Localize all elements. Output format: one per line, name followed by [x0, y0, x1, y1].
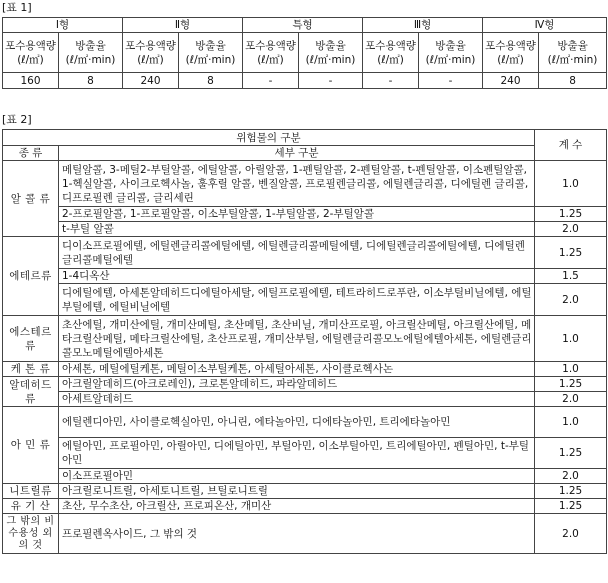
coef-cell: 1.5 — [535, 269, 607, 284]
type-3-header: Ⅲ형 — [363, 18, 483, 33]
table1 — [2, 17, 607, 89]
coefficient-header: 계 수 — [535, 130, 607, 161]
coef-cell: 1.0 — [535, 316, 607, 362]
detail-header: 세부 구분 — [59, 146, 535, 161]
value-cell: 8 — [539, 73, 607, 89]
discharge-rate-header: 방출율 (ℓ/㎡·min) — [299, 33, 363, 73]
coef-cell: 2.0 — [535, 469, 607, 484]
discharge-rate-header: 방출율 (ℓ/㎡·min) — [539, 33, 607, 73]
value-cell: 240 — [483, 73, 539, 89]
discharge-rate-header: 방출율 (ℓ/㎡·min) — [59, 33, 123, 73]
kind-cell: 아 민 류 — [3, 407, 59, 484]
coef-cell: 2.0 — [535, 222, 607, 237]
coef-cell: 1.25 — [535, 499, 607, 514]
foam-volume-header: 포수용액량 (ℓ/㎡) — [243, 33, 299, 73]
coef-cell: 2.0 — [535, 514, 607, 554]
detail-cell: 2-프로필알콜, 1-프로필알콜, 이소부틸알콜, 1-부틸알콜, 2-부틸알콜 — [59, 207, 535, 222]
value-cell: 160 — [3, 73, 59, 89]
coef-cell: 1.25 — [535, 484, 607, 499]
kind-cell: 알데히드류 — [3, 377, 59, 407]
detail-cell: 1-4디옥산 — [59, 269, 535, 284]
value-cell: - — [299, 73, 363, 89]
detail-cell: 프로필렌옥사이드, 그 밖의 것 — [59, 514, 535, 554]
detail-cell: 초산, 무수초산, 아크릴산, 프로피온산, 개미산 — [59, 499, 535, 514]
kind-cell: 유 기 산 — [3, 499, 59, 514]
hazard-classification-header: 위험물의 구분 — [3, 130, 535, 146]
foam-volume-header: 포수용액량 (ℓ/㎡) — [123, 33, 179, 73]
foam-volume-header: 포수용액량 (ℓ/㎡) — [483, 33, 539, 73]
coef-cell: 1.0 — [535, 362, 607, 377]
coef-cell: 1.25 — [535, 438, 607, 469]
discharge-rate-header: 방출율 (ℓ/㎡·min) — [179, 33, 243, 73]
kind-cell: 그 밖의 비수용성 외의 것 — [3, 514, 59, 554]
type-2-header: Ⅱ형 — [123, 18, 243, 33]
detail-cell: 아크릴로니트릴, 아세토니트릴, 브틸로니트릴 — [59, 484, 535, 499]
kind-header: 종 류 — [3, 146, 59, 161]
coef-cell: 1.0 — [535, 407, 607, 438]
type-special-header: 특형 — [243, 18, 363, 33]
table1-caption: [표 1] — [2, 1, 32, 14]
detail-cell: 아세톤, 메틸에틸케톤, 메틸이소부틸케톤, 아세틸아세톤, 사이클로헥사논 — [59, 362, 535, 377]
detail-cell: 아세트알데히드 — [59, 392, 535, 407]
table2-caption: [표 2] — [2, 113, 32, 126]
detail-cell: 디이소프로필에텔, 에틸렌글리콜에틸에텔, 에틸렌글리콜메틸에텔, 디에틸렌글리콜에틸에텔, 디에틸렌글리콜메틸에텔 — [59, 237, 535, 269]
value-cell: 8 — [179, 73, 243, 89]
coef-cell: 1.25 — [535, 237, 607, 269]
detail-cell: 디에틸에텔, 아세톤알데히드디에틸아세탈, 에틸프로필에텔, 테트라히드로푸란, 이소부틸비닐에텔, 에틸부틸에텔, 에틸비닐에텔 — [59, 284, 535, 316]
detail-cell: 에틸아민, 프로필아민, 아릴아민, 디에틸아민, 부틸아민, 이소부틸아민, 트리에틸아민, 펜틸아민, t-부틸아민 — [59, 438, 535, 469]
coef-cell: 1.25 — [535, 207, 607, 222]
type-4-header: Ⅳ형 — [483, 18, 607, 33]
coef-cell: 2.0 — [535, 284, 607, 316]
value-cell: - — [243, 73, 299, 89]
kind-cell: 알 콜 류 — [3, 161, 59, 237]
discharge-rate-header: 방출율 (ℓ/㎡·min) — [419, 33, 483, 73]
value-cell: 8 — [59, 73, 123, 89]
value-cell: - — [419, 73, 483, 89]
table2 — [2, 129, 607, 554]
detail-cell: 초산에틸, 개미산에틸, 개미산메틸, 초산메틸, 초산비닐, 개미산프로필, 아크릴산메틸, 아크릴산에틸, 메타크릴산메틸, 메타크릴산에틸, 초산프로필, 개미산부틸, 에틸렌글리콜모노에틸에텔아세톤, 에틸렌글리콜모노메틸에텔아세톤 — [59, 316, 535, 362]
foam-volume-header: 포수용액량 (ℓ/㎡) — [363, 33, 419, 73]
detail-cell: 아크릴알데히드(아크로레인), 크로톤알데히드, 파라알데히드 — [59, 377, 535, 392]
type-1-header: Ⅰ형 — [3, 18, 123, 33]
coef-cell: 1.0 — [535, 161, 607, 207]
value-cell: - — [363, 73, 419, 89]
detail-cell: 이소프로필아민 — [59, 469, 535, 484]
coef-cell: 2.0 — [535, 392, 607, 407]
value-cell: 240 — [123, 73, 179, 89]
detail-cell: 에틸렌디아민, 사이클로헥실아민, 아니린, 에타놀아민, 디에타놀아민, 트리에타놀아민 — [59, 407, 535, 438]
kind-cell: 케 톤 류 — [3, 362, 59, 377]
detail-cell: 메틸알콜, 3-메틸2-부틸알콜, 에틸알콜, 아릴알콜, 1-펜틸알콜, 2-펜틸알콜, t-펜틸알콜, 이소펜틸알콜, 1-헥실알콜, 사이크로헥사놀, 훌후릴 알콜, 벤질알콜, 프로필렌글리콜, 에틸렌글리콜, 디에틸렌 글리콜, 디프로필렌 글리콜, 글리세린 — [59, 161, 535, 207]
detail-cell: t-부틸 알콜 — [59, 222, 535, 237]
kind-cell: 에테르류 — [3, 237, 59, 316]
foam-volume-header: 포수용액량 (ℓ/㎡) — [3, 33, 59, 73]
kind-cell: 에스테르류 — [3, 316, 59, 362]
kind-cell: 니트릴류 — [3, 484, 59, 499]
coef-cell: 1.25 — [535, 377, 607, 392]
